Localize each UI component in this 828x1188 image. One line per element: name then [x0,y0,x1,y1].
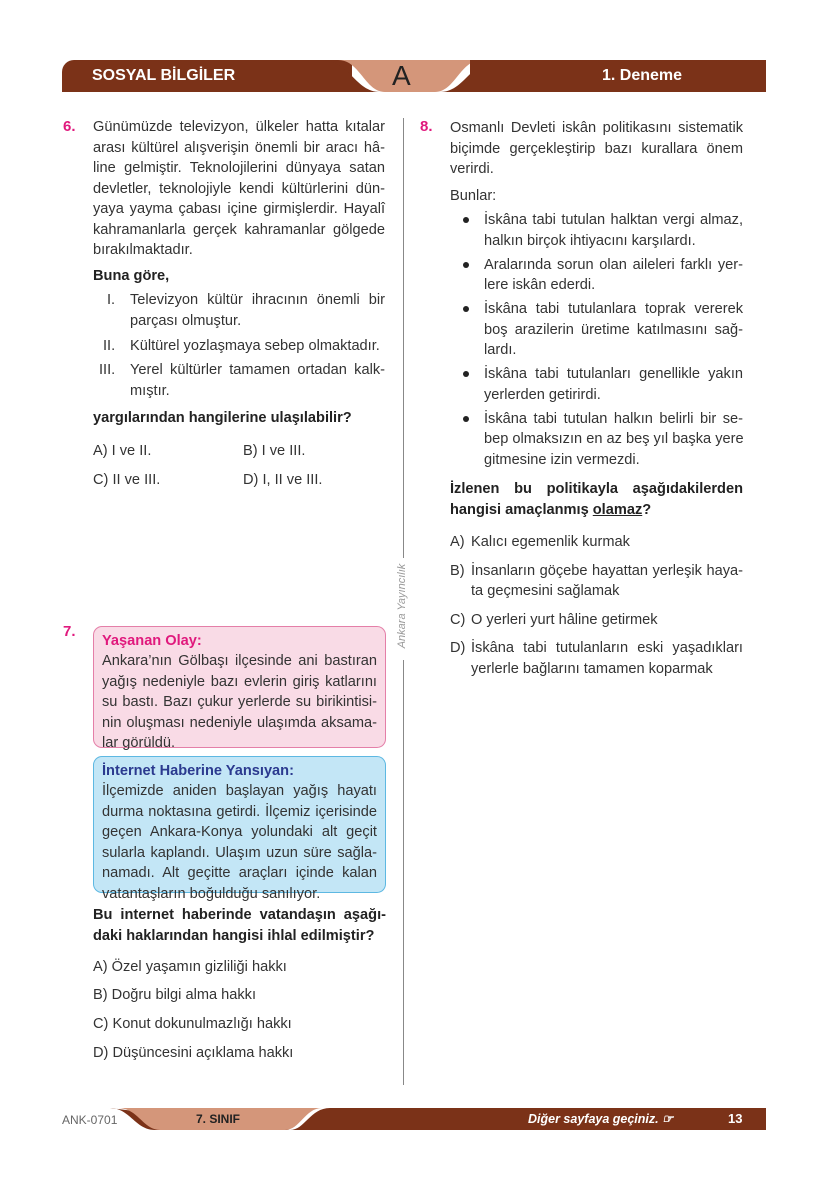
text-line: gitmesine izin vermezdi. [484,451,640,468]
text-line: Yerel kültürler tamamen ortadan kalk- [130,362,385,378]
rule-text [484,364,743,405]
text-line: arası kültürel alışverişin önemli bir aracı hâ- [93,139,385,156]
option-d[interactable]: D) I, II ve III. [243,472,323,488]
text-line: mıştır. [130,382,170,399]
bullet-icon [463,217,469,223]
negation-underlined: olamaz [592,501,643,518]
text-line: Ankara’nın Gölbaşı ilçesinde ani bastıran [102,653,377,669]
text-line: Televizyon kültür ihracının önemli bir [130,292,385,308]
text-line: Kültürel yozlaşmaya sebep olmaktadır. [130,338,380,354]
option-b[interactable]: B) Doğru bilgi alma hakkı [93,987,257,1003]
news-box [93,756,386,902]
text-line: verirdi. [450,161,494,177]
statement-text [130,336,385,357]
text-line: durma noktasına getirdi. İlçemiz içerisinde [102,803,377,820]
option-b[interactable]: B) I ve III. [243,443,306,459]
text-line: vatantaşların boğulduğu sanılıyor. [102,885,321,902]
option-a[interactable]: A) I ve II. [93,443,152,459]
rule-text [484,409,743,471]
question-lead: Buna göre, [93,268,170,284]
bullet-icon [463,262,469,268]
option-d[interactable]: D) Düşüncesini açıklama hakkı [93,1045,294,1061]
text-line: parçası olmuştur. [130,312,242,329]
pointing-hand-icon: ☞ [662,1112,674,1126]
question-number: 6. [63,118,76,135]
text-line: İskâna tabi tutulanları genellikle yakın [484,366,743,382]
option-b[interactable] [450,561,743,602]
rule-item [450,409,743,471]
booklet-letter: A [392,60,411,91]
bullet-icon [463,306,469,312]
page-number: 13 [728,1111,743,1126]
option-letter: B) [450,562,465,579]
text-line: Osmanlı Devleti iskân politikasını sistematik [450,120,743,136]
text-line: İskâna tabi tutulanlara toprak vererek [484,301,743,317]
text-line: line gelmiştir. Teknolojilerini dünyaya satan [93,160,385,176]
statement-numeral: II. [103,338,116,354]
news-box-text [102,781,377,904]
rule-text [484,299,743,361]
option-a[interactable]: A) Özel yaşamın gizliliği hakkı [93,959,287,975]
subject-title: SOSYAL BİLGİLER [92,67,236,84]
text-line: bep olmaksızın en az beş yıl başka yere [484,431,744,447]
event-box-title: Yaşanan Olay: [102,633,202,649]
text-line: Günümüzde televizyon, ülkeler hatta kıtalar [93,119,385,135]
question-prompt: yargılarından hangilerine ulaşılabilir? [93,410,352,426]
text-line: İskâna tabi tutulan halkın belirli bir se- [484,410,743,427]
text-line: İlçemizde aniden başlayan yağış hayatı [102,783,377,799]
question-number: 7. [63,623,76,640]
text-line: boş arazilerin üretime katılmasını sağ- [484,321,743,338]
option-c[interactable]: C) II ve III. [93,472,161,488]
option-letter: A) [450,534,465,550]
statement-numeral: III. [99,362,116,378]
text-line: nin oluşması nedeniyle ulaşımda aksama- [102,714,377,731]
text-line: namadı. Alt geçitte araçları içinde kalan [102,865,377,881]
event-box [93,626,386,751]
text-line: yerlerden getirirdi. [484,386,601,403]
bullet-icon [463,416,469,422]
column-divider [403,660,404,1085]
question-prompt-line: İzlenen bu politikayla aşağıdakilerden [450,481,743,497]
option-text [471,532,743,553]
text-line: kahramanlarla gerçek kahramanlar gölgede [93,221,385,238]
exam-title: 1. Deneme [602,67,683,84]
text-line: lar görüldü. [102,735,176,751]
text-line: su bastı. Bazı çukur yerlerde su birikintisi- [102,694,377,710]
text-line: Kalıcı egemenlik kurmak [471,534,630,550]
footer-code: ANK-0701 [62,1113,118,1127]
text-line: lere iskân ederdi. [484,277,596,293]
option-c[interactable]: C) Konut dokunulmazlığı hakkı [93,1016,292,1032]
publisher-watermark: Ankara Yayıncılık [396,563,408,649]
text-line: devletler, teknolojiyle kendi kültürlerini dün- [93,180,385,197]
text-line: yağış nedeniyle bazı evlerin giriş katlarını [102,673,377,690]
statement-numeral: I. [107,292,116,308]
question-prompt [450,479,743,520]
column-divider [403,118,404,558]
text-line: daki haklarından hangisi ihlal edilmiştir? [93,927,375,944]
question-prompt-text: hangisi amaçlanmış [450,501,593,518]
next-page-text: Diğer sayfaya geçiniz. [528,1112,659,1126]
question-prompt [93,905,386,946]
text-line: O yerleri yurt hâline getirmek [471,611,658,628]
question-number: 8. [420,118,433,135]
rule-item [450,364,743,405]
statement-3 [93,360,385,401]
question-lead: Bunlar: [450,188,497,204]
statement-2 [93,336,385,357]
text-line: İskâna tabi tutulan halktan vergi almaz, [484,212,743,228]
question-prompt-line [450,500,743,521]
text-line: yerlerle bağlarını tamamen koparmak [471,660,713,677]
text-line: bırakılmaktadır. [93,242,193,258]
rule-text [484,210,743,251]
option-text [471,561,743,602]
text-line: ta geçmesini sağlamak [471,583,620,599]
bullet-icon [463,371,469,377]
text-line: lardı. [484,342,517,358]
text-line: geçen Ankara-Konya yolundaki alt geçit [102,824,377,840]
option-text [471,610,743,631]
option-text [471,638,743,679]
statement-text [130,360,385,401]
option-letter: D) [450,640,466,656]
rule-item [450,210,743,251]
text-line: Bu internet haberinde vatandaşın aşağı- [93,907,386,923]
rule-item [450,299,743,361]
news-box-title: İnternet Haberine Yansıyan: [102,763,294,779]
text-line: biçimde gerçekleştirip bazı kurallara önem [450,140,743,157]
option-letter: C) [450,611,466,628]
text-line: halkın birçok ihtiyacını karşılardı. [484,232,696,249]
rule-text [484,255,743,296]
event-box-text [102,651,377,754]
text-line: Aralarında sorun olan aileleri farklı yer- [484,256,743,273]
option-d[interactable] [450,638,743,679]
statement-text [130,290,385,331]
text-line: sularla kaplandı. Ulaşım uzun süre sağla- [102,844,377,861]
text-line: İskâna tabi tutulanların eski yaşadıkları [471,640,743,656]
rule-item [450,255,743,296]
question-mark: ? [642,501,652,518]
question-stem [93,117,385,261]
text-line: İnsanların göçebe hayattan yerleşik haya- [471,562,743,579]
question-stem [450,118,743,180]
footer-grade: 7. SINIF [196,1112,241,1126]
next-page-note [528,1111,673,1126]
option-a[interactable] [450,532,743,553]
option-c[interactable] [450,610,743,631]
text-line: yaya yayma çabası içine girmişlerdir. Hayalî [93,201,385,217]
statement-1 [93,290,385,331]
